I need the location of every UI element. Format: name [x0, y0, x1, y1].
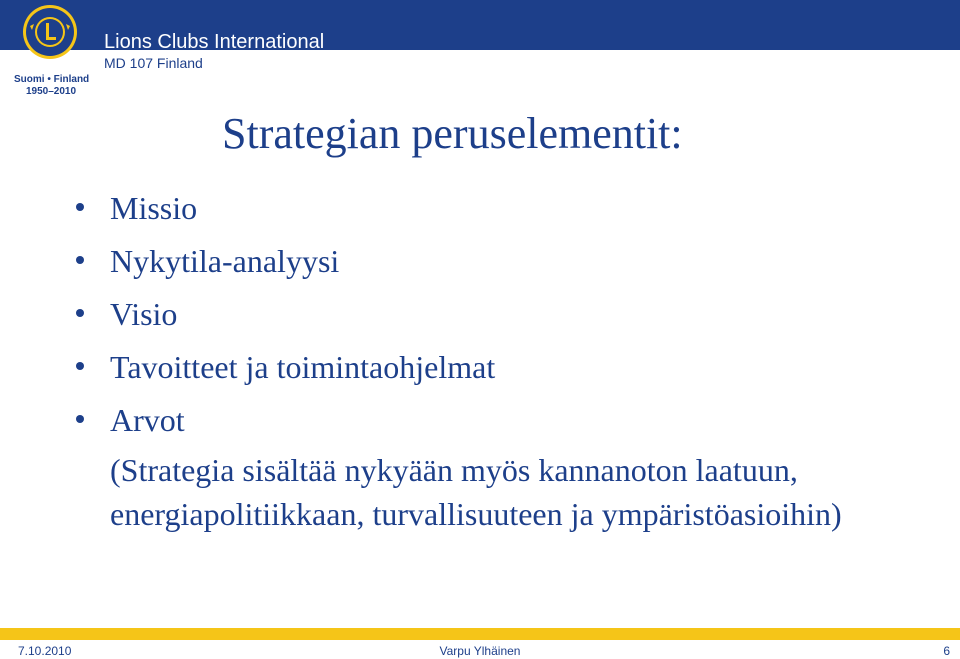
logo-years-text: 1950–2010 — [25, 86, 77, 97]
lions-international-emblem-icon — [22, 4, 78, 60]
bullet-dot-icon — [76, 203, 84, 211]
footer-bar — [0, 628, 960, 640]
strategy-note: (Strategia sisältää nykyään myös kannanoton laatuun, energiapolitiikkaan, turvallisuuteen ja ympäristöasioihin) — [110, 452, 842, 532]
page-number: 6 — [943, 644, 950, 658]
bullet-dot-icon — [76, 415, 84, 423]
bullet-text: Visio — [110, 296, 178, 332]
footer-author: Varpu Ylhäinen — [439, 644, 521, 658]
organization-name: Lions Clubs International — [104, 31, 325, 53]
bullet-item — [76, 394, 495, 447]
bullet-item — [76, 235, 495, 288]
bullet-text: Missio — [110, 190, 198, 226]
organization-district: MD 107 Finland — [104, 55, 203, 71]
bullet-item — [76, 341, 495, 394]
bullet-text: Nykytila-analyysi — [110, 243, 340, 279]
bullet-dot-icon — [76, 309, 84, 317]
footer-date: 7.10.2010 — [18, 644, 72, 658]
bullet-item — [76, 288, 495, 341]
bullet-text: Tavoitteet ja toimintaohjelmat — [110, 349, 496, 385]
bullet-dot-icon — [76, 362, 84, 370]
bullet-item — [76, 182, 495, 235]
bullet-text: Arvot — [110, 402, 185, 438]
lions-logo — [14, 4, 88, 96]
bullet-list — [76, 182, 495, 447]
logo-country-text: Suomi • Finland — [14, 74, 90, 85]
slide-title: Strategian peruselementit: — [222, 109, 683, 158]
bullet-dot-icon — [76, 256, 84, 264]
